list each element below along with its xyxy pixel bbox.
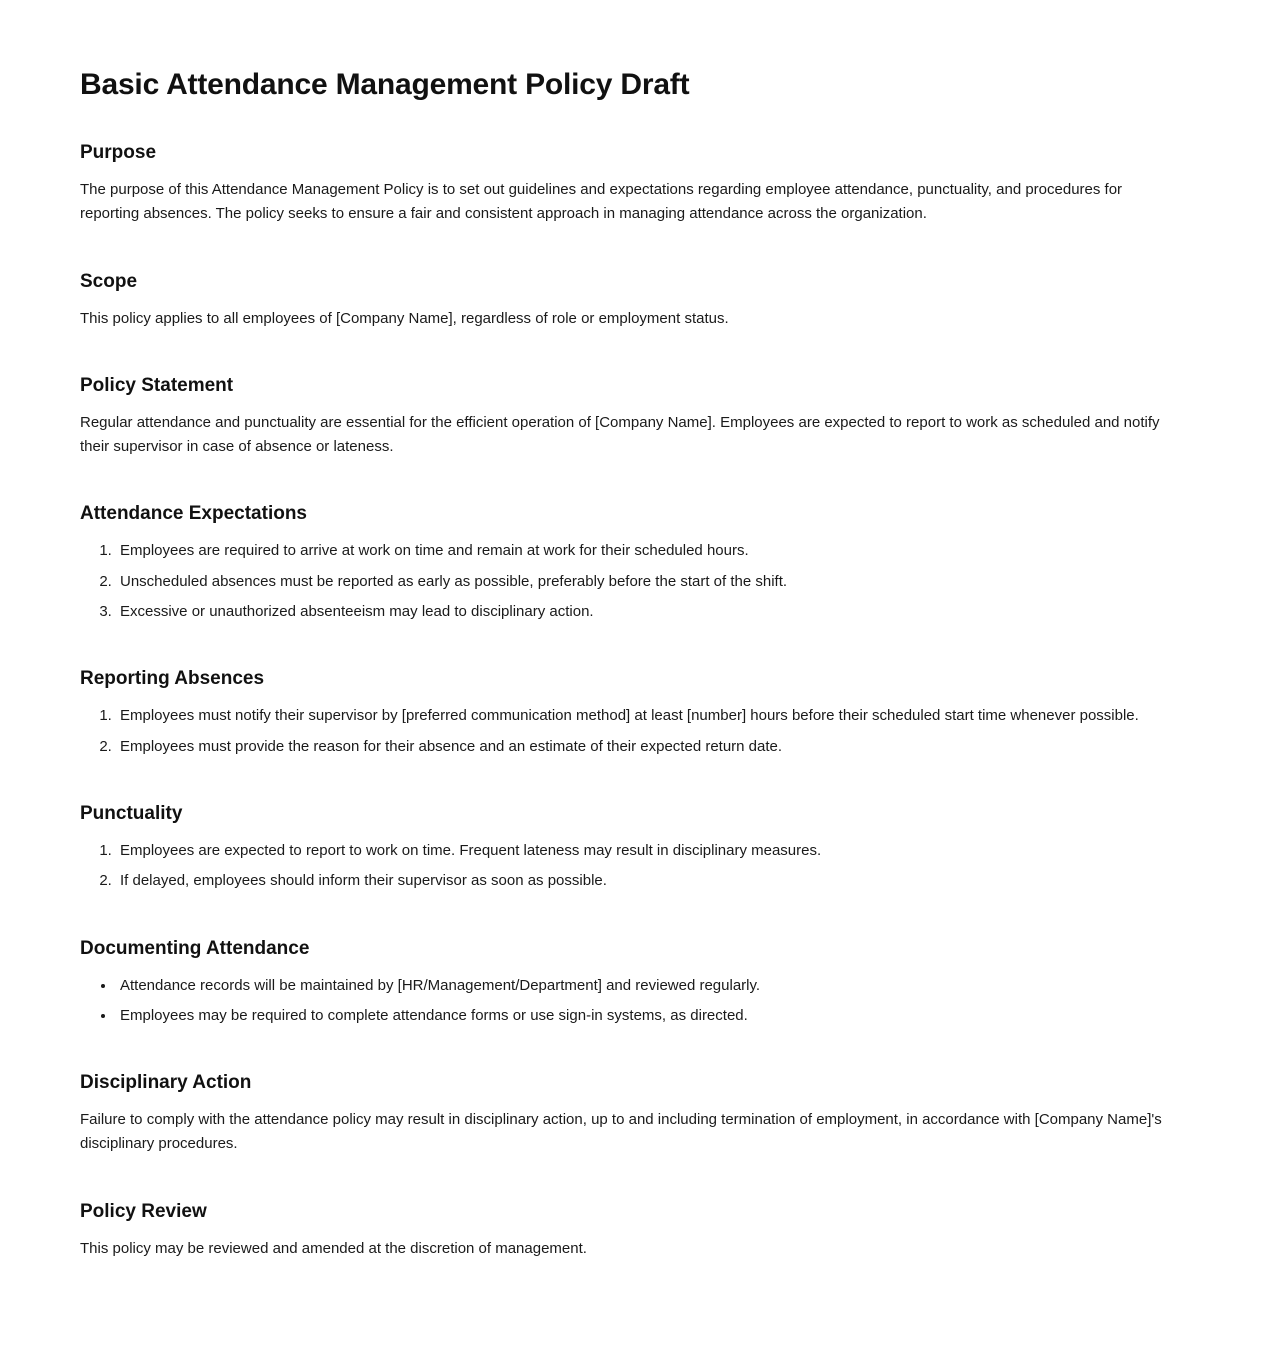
section-heading-policy-statement: Policy Statement: [80, 374, 234, 396]
list-item: 1. Employees must notify their supervisor by [preferred communication method] at least [number] hours before their scheduled start time whenever possible.: [116, 704, 1183, 728]
section-heading-disciplinary-action: Disciplinary Action: [80, 1072, 252, 1094]
list-attendance-expectations: [80, 539, 1183, 624]
page-title: Basic Attendance Management Policy Draft: [80, 68, 690, 101]
section-body-scope: This policy applies to all employees of [Company Name], regardless of role or employment status.: [80, 309, 729, 327]
list-item: 2. Employees must provide the reason for their absence and an estimate of their expected return date.: [116, 735, 1183, 759]
section-policy-review: [80, 1201, 1183, 1261]
section-heading-punctuality: Punctuality: [80, 802, 183, 824]
list-item: 2. Unscheduled absences must be reported as early as possible, preferably before the start of the shift.: [116, 570, 1183, 594]
section-heading-attendance-expectations: Attendance Expectations: [80, 503, 307, 525]
section-purpose: [80, 142, 1183, 227]
section-documenting-attendance: [80, 938, 1183, 1029]
section-policy-statement: [80, 375, 1183, 460]
section-reporting-absences: [80, 668, 1183, 759]
section-heading-policy-review: Policy Review: [80, 1200, 207, 1222]
list-item: 2. If delayed, employees should inform their supervisor as soon as possible.: [116, 869, 1183, 893]
list-documenting-attendance: [80, 974, 1183, 1029]
section-attendance-expectations: [80, 503, 1183, 624]
section-body-policy-statement: Regular attendance and punctuality are essential for the efficient operation of [Company Name]. Employees are expected to report to work as scheduled and notify their supervisor in case of absence or lateness.: [80, 413, 1160, 456]
list-punctuality: [80, 839, 1183, 894]
section-heading-scope: Scope: [80, 270, 138, 292]
list-item: • Attendance records will be maintained by [HR/Management/Department] and reviewed regularly.: [116, 974, 1183, 998]
section-disciplinary-action: [80, 1072, 1183, 1157]
section-body-disciplinary-action: Failure to comply with the attendance policy may result in disciplinary action, up to and including termination of employment, in accordance with [Company Name]'s disciplinary procedures.: [80, 1111, 1162, 1153]
section-scope: [80, 271, 1183, 331]
section-heading-purpose: Purpose: [80, 142, 157, 163]
section-body-policy-review: This policy may be reviewed and amended at the discretion of management.: [80, 1239, 587, 1257]
list-item: • Employees may be required to complete attendance forms or use sign-in systems, as directed.: [116, 1004, 1183, 1028]
list-item: 1. Employees are required to arrive at work on time and remain at work for their scheduled hours.: [116, 539, 1183, 563]
section-body-purpose: The purpose of this Attendance Management Policy is to set out guidelines and expectations regarding employee attendance, punctuality, and procedures for reporting absences. The policy seeks to ensure a fair and consistent approach in managing attendance across the organization.: [80, 181, 1123, 223]
list-item: 3. Excessive or unauthorized absenteeism may lead to disciplinary action.: [116, 600, 1183, 624]
section-heading-reporting-absences: Reporting Absences: [80, 668, 265, 690]
list-reporting-absences: [80, 704, 1183, 759]
list-item: 1. Employees are expected to report to work on time. Frequent lateness may result in disciplinary measures.: [116, 839, 1183, 863]
section-heading-documenting-attendance: Documenting Attendance: [80, 937, 310, 959]
section-punctuality: [80, 803, 1183, 894]
